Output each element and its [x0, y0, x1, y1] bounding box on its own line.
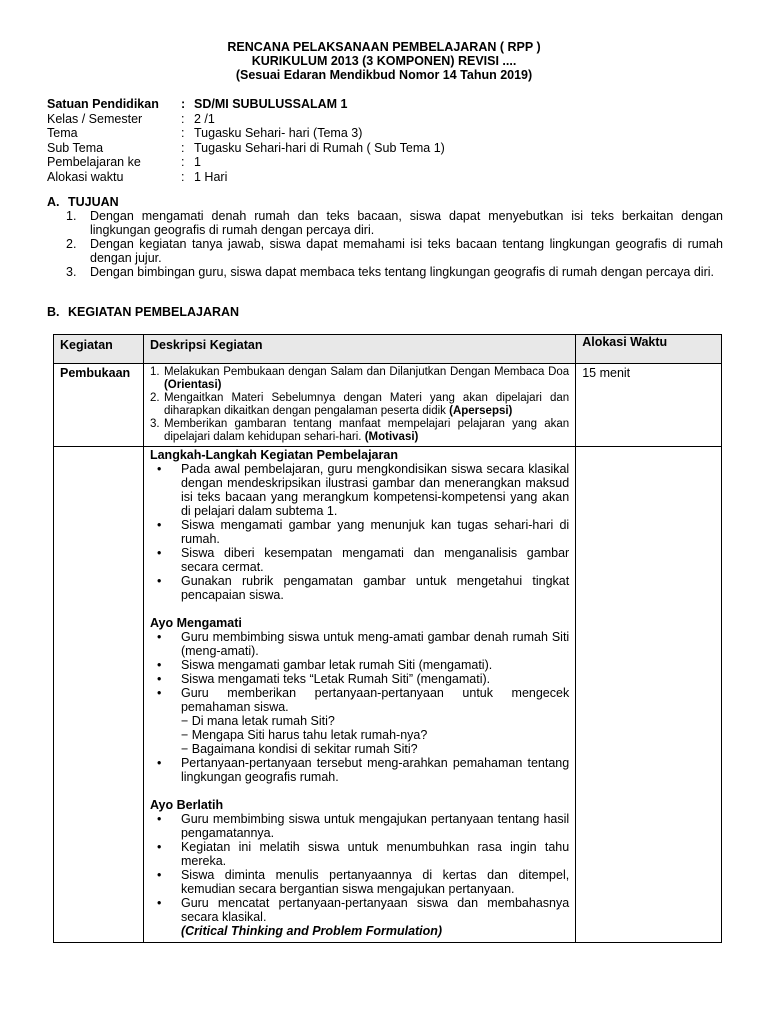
bullet-icon: •: [156, 574, 162, 588]
list-item: [150, 366, 569, 392]
header-title: RENCANA PELAKSANAAN PEMBELAJARAN ( RPP ): [227, 40, 541, 54]
bullet-icon: •: [156, 658, 162, 672]
section-title: KEGIATAN PEMBELAJARAN: [68, 305, 240, 319]
list-item: [150, 392, 569, 418]
practice-title: Ayo Berlatih: [149, 798, 224, 812]
header-deskripsi: Deskripsi Kegiatan: [143, 335, 575, 364]
identity-value: Tugasku Sehari-hari di Rumah ( Sub Tema 1): [194, 140, 445, 155]
bullet-icon: •: [156, 546, 162, 560]
item-text: Pertanyaan-pertanyaan tersebut meng-arahkan pemahaman tentang lingkungan geografis rumah.: [180, 756, 570, 784]
item-tag: (Apersepsi): [449, 405, 513, 417]
list-item: [150, 868, 569, 896]
opening-label: Pembukaan: [54, 364, 144, 447]
identity-separator: :: [181, 111, 185, 126]
identity-separator: :: [181, 126, 185, 140]
identity-row: [47, 112, 445, 127]
list-item: [150, 658, 569, 672]
goal-number: 2.: [66, 237, 77, 251]
document-header: [0, 40, 768, 82]
core-time-cell: [576, 447, 722, 943]
item-text: Siswa diminta menulis pertanyaannya di kertas dan ditempel, kemudian secara bergantian siswa mengajukan pertanyaan.: [180, 868, 570, 896]
section-b-heading: [47, 305, 239, 319]
goal-text: Dengan kegiatan tanya jawab, siswa dapat memahami isi teks bacaan tentang lingkungan geografis di rumah dengan jujur.: [90, 237, 723, 265]
goal-number: 3.: [66, 265, 77, 279]
list-item: [150, 756, 569, 784]
list-item: [150, 462, 569, 518]
item-text: Guru mencatat pertanyaan-pertanyaan siswa dan membahasnya secara klasikal.: [180, 896, 570, 924]
table-header-row: [54, 335, 722, 364]
activity-table: [53, 334, 722, 943]
bullet-icon: •: [156, 840, 162, 854]
item-tag: (Orientasi): [163, 379, 222, 391]
bullet-icon: •: [156, 518, 162, 532]
item-tag: (Motivasi): [364, 431, 419, 443]
question-item: − Bagaimana kondisi di sekitar rumah Siti?: [180, 742, 418, 756]
section-a-heading: [47, 195, 119, 209]
goal-item: [66, 237, 723, 265]
goals-list: [66, 209, 723, 279]
header-kegiatan: Kegiatan: [54, 335, 144, 364]
item-text: Guru membimbing siswa untuk meng-amati gambar denah rumah Siti (meng-amati).: [180, 630, 570, 658]
goal-number: 1.: [66, 209, 77, 223]
observe-title: Ayo Mengamati: [149, 616, 242, 630]
identity-separator: :: [181, 169, 185, 184]
identity-value: 1: [194, 155, 201, 169]
list-item: [150, 672, 569, 686]
item-number: 1.: [149, 366, 160, 378]
identity-label: Kelas / Semester: [47, 111, 143, 126]
list-item: [150, 840, 569, 868]
question-item: − Mengapa Siti harus tahu letak rumah-nya?: [180, 728, 428, 742]
opening-time: 15 menit: [576, 364, 722, 447]
identity-row: [47, 170, 445, 185]
item-text: Mengaitkan Materi Sebelumnya dengan Materi yang akan dipelajari dan diharapkan dikaitkan dengan pengalaman peserta didik: [163, 392, 570, 417]
item-text: Kegiatan ini melatih siswa untuk menumbuhkan rasa ingin tahu mereka.: [180, 840, 570, 868]
item-text: Siswa mengamati teks “Letak Rumah Siti” (mengamati).: [180, 672, 491, 686]
item-text: Gunakan rubrik pengamatan gambar untuk mengetahui tingkat pencapaian siswa.: [180, 574, 570, 602]
bullet-icon: •: [156, 756, 162, 770]
identity-row: [47, 126, 445, 141]
list-item: [150, 418, 569, 444]
item-number: 3.: [149, 418, 160, 430]
item-text: Memberikan gambaran tentang manfaat mempelajari pelajaran yang akan dipelajari dalam kehidupan sehari-hari.: [163, 418, 570, 443]
identity-label: Alokasi waktu: [47, 169, 124, 184]
goal-text: Dengan bimbingan guru, siswa dapat membaca teks tentang lingkungan geografis di rumah dengan percaya diri.: [90, 265, 714, 279]
identity-row: [47, 97, 445, 112]
bullet-icon: •: [156, 630, 162, 644]
identity-row: [47, 141, 445, 156]
identity-separator: :: [181, 140, 185, 155]
bullet-icon: •: [156, 896, 162, 910]
item-text: Guru memberikan pertanyaan-pertanyaan untuk mengecek pemahaman siswa.: [180, 686, 570, 714]
item-text: Siswa mengamati gambar yang menunjuk kan tugas sehari-hari di rumah.: [180, 518, 570, 546]
bullet-icon: •: [156, 812, 162, 826]
identity-separator: :: [181, 155, 185, 169]
identity-value: Tugasku Sehari- hari (Tema 3): [194, 126, 363, 140]
list-item: [150, 518, 569, 546]
header-curriculum: KURIKULUM 2013 (3 KOMPONEN) REVISI ....: [251, 54, 517, 68]
identity-label: Tema: [47, 126, 78, 140]
item-text: Guru membimbing siswa untuk mengajukan pertanyaan tentang hasil pengamatannya.: [180, 812, 570, 840]
list-item: [150, 546, 569, 574]
goal-text: Dengan mengamati denah rumah dan teks bacaan, siswa dapat menyebutkan isi teks berkaitan dengan lingkungan geografis di rumah dengan percaya diri.: [90, 209, 723, 237]
table-row-core: [54, 447, 722, 943]
identity-block: [47, 97, 445, 184]
bullet-icon: •: [156, 672, 162, 686]
core-label-cell: [54, 447, 144, 943]
section-letter: A.: [47, 195, 60, 209]
identity-label: Pembelajaran ke: [47, 155, 141, 169]
identity-separator: :: [181, 97, 186, 111]
header-reference: (Sesuai Edaran Mendikbud Nomor 14 Tahun 2019): [235, 68, 533, 82]
bullet-icon: •: [156, 868, 162, 882]
table-row-opening: [54, 364, 722, 447]
section-title: TUJUAN: [68, 195, 119, 209]
question-item: − Di mana letak rumah Siti?: [180, 714, 335, 728]
opening-description: [143, 364, 575, 447]
list-item: [150, 812, 569, 840]
bullet-icon: •: [156, 686, 162, 700]
practice-note: (Critical Thinking and Problem Formulation): [180, 924, 443, 938]
goal-item: [66, 209, 723, 237]
identity-value: SD/MI SUBULUSSALAM 1: [194, 97, 348, 111]
identity-label: Satuan Pendidikan: [47, 97, 159, 111]
item-text: Siswa mengamati gambar letak rumah Siti (mengamati).: [180, 658, 493, 672]
list-item: [150, 686, 569, 714]
goal-item: [66, 265, 723, 279]
list-item: [150, 896, 569, 924]
identity-value: 1 Hari: [194, 169, 228, 184]
identity-row: [47, 155, 445, 170]
item-text: Siswa diberi kesempatan mengamati dan menganalisis gambar secara cermat.: [180, 546, 570, 574]
steps-title: Langkah-Langkah Kegiatan Pembelajaran: [149, 448, 398, 462]
list-item: [150, 574, 569, 602]
core-description: [143, 447, 575, 943]
item-text: Melakukan Pembukaan dengan Salam dan Dilanjutkan Dengan Membaca Doa: [163, 366, 570, 378]
bullet-icon: •: [156, 462, 162, 476]
item-number: 2.: [149, 392, 160, 404]
header-alokasi: Alokasi Waktu: [576, 335, 722, 364]
list-item: [150, 630, 569, 658]
item-text: Pada awal pembelajaran, guru mengkondisikan siswa secara klasikal dengan mendeskripsikan ilustrasi gambar dan menerangkan maksud isi teks bacaan yang merangkum kompetensi-kompetensi yang akan di pelajari dalam subtema 1.: [180, 462, 570, 518]
identity-value: 2 /1: [194, 111, 215, 126]
section-letter: B.: [47, 305, 60, 319]
identity-label: Sub Tema: [47, 140, 104, 155]
